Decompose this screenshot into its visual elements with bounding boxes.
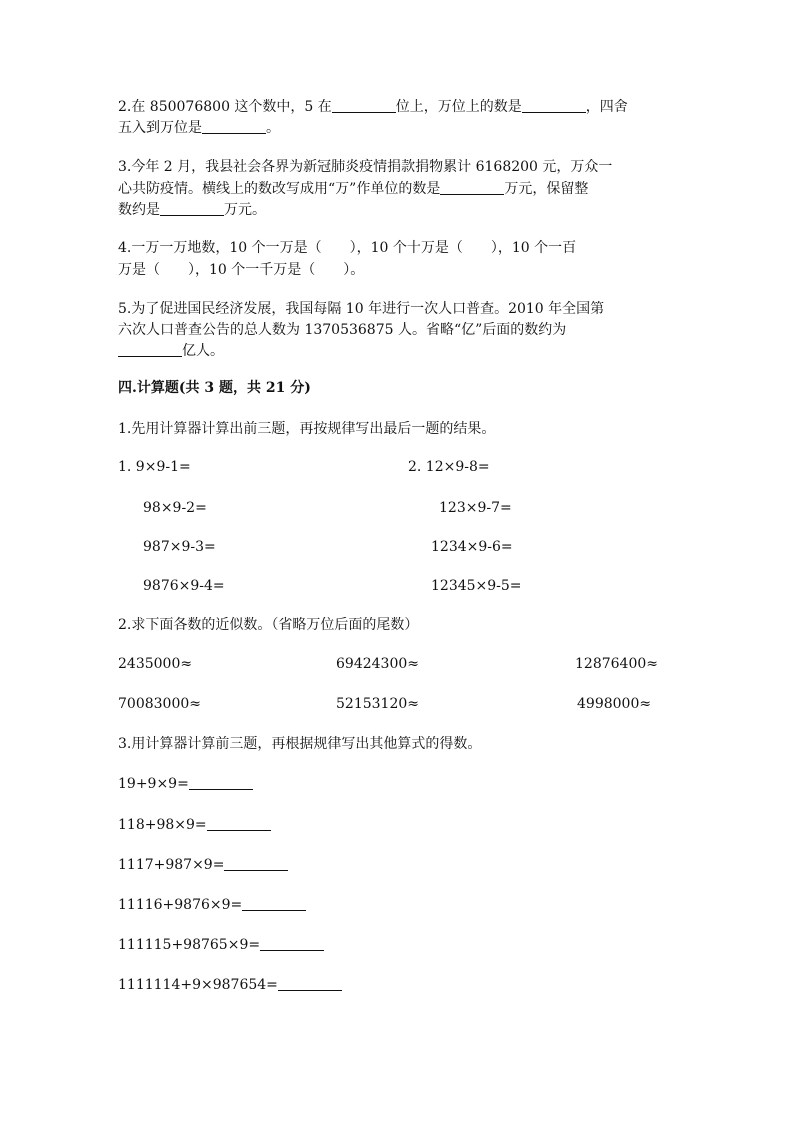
calc-item: 1234×9-6=	[431, 539, 513, 555]
q3-text-3: 万元，保留整	[504, 181, 589, 197]
q3-line-1	[118, 157, 612, 177]
answer-blank[interactable]	[202, 118, 266, 134]
pattern-expr: 11116+9876×9=	[118, 897, 243, 913]
pattern-expr: 111115+98765×9=	[118, 937, 261, 953]
answer-blank[interactable]	[118, 341, 182, 357]
pattern-expr: 118+98×9=	[118, 817, 207, 833]
q3-text-5: 万元。	[224, 202, 266, 218]
calc-q3-title: 3.用计算器计算前三题，再根据规律写出其他算式的得数。	[118, 736, 482, 752]
pattern-item	[118, 935, 324, 955]
pattern-item	[118, 975, 342, 995]
answer-blank[interactable]	[224, 855, 288, 871]
pattern-expr: 19+9×9=	[118, 776, 189, 792]
calc-item: 987×9-3=	[143, 539, 216, 555]
q5-line-3	[118, 341, 224, 361]
approx-item: 70083000≈	[118, 696, 201, 712]
q2-line-2	[118, 118, 280, 138]
section-heading: 四.计算题(共 3 题，共 21 分)	[118, 380, 311, 396]
answer-blank[interactable]	[440, 179, 504, 195]
pattern-item	[118, 895, 306, 915]
calc-item: 98×9-2=	[143, 500, 207, 516]
q5-text-1: 5.为了促进国民经济发展，我国每隔 10 年进行一次人口普查。2010 年全国第	[118, 301, 605, 317]
answer-blank[interactable]	[332, 97, 396, 113]
calc-item: 1. 9×9-1=	[118, 459, 191, 475]
q2-text-4: 五入到万位是	[118, 120, 202, 136]
q3-line-2	[118, 179, 588, 199]
q2-text-5: 。	[266, 120, 280, 136]
answer-blank[interactable]	[160, 200, 224, 216]
pattern-item	[118, 855, 288, 875]
q5-text-4: 亿人。	[182, 343, 224, 359]
answer-blank[interactable]	[189, 774, 253, 790]
approx-item: 2435000≈	[118, 656, 193, 672]
q5-text-2: 六次人口普查公告的总人数为 1370536875 人。省略“亿”后面的数约为	[118, 322, 567, 338]
calc-item: 9876×9-4=	[143, 578, 225, 594]
q2-text-2: 位上，万位上的数是	[395, 99, 522, 115]
calc-item: 2. 12×9-8=	[408, 459, 490, 475]
q4-text-2: 万是（ ），10 个一千万是（ ）。	[118, 262, 365, 278]
calc-q2-title: 2.求下面各数的近似数。（省略万位后面的尾数）	[118, 617, 419, 633]
q5-line-2	[118, 320, 566, 340]
answer-blank[interactable]	[242, 895, 306, 911]
q2-text-1: 2.在 850076800 这个数中，5 在	[118, 99, 332, 115]
q3-text-4: 数约是	[118, 202, 160, 218]
q3-text-1: 3.今年 2 月，我县社会各界为新冠肺炎疫情捐款捐物累计 6168200 元，万众一	[118, 159, 613, 175]
q2-line-1	[118, 97, 628, 117]
calc-item: 12345×9-5=	[431, 578, 522, 594]
q4-line-1	[118, 238, 576, 258]
calc-item: 123×9-7=	[439, 500, 512, 516]
pattern-item	[118, 774, 253, 794]
answer-blank[interactable]	[207, 815, 271, 831]
pattern-expr: 1117+987×9=	[118, 857, 225, 873]
q3-text-2: 心共防疫情。横线上的数改写成用“万”作单位的数是	[118, 181, 441, 197]
answer-blank[interactable]	[278, 975, 342, 991]
q3-line-3	[118, 200, 266, 220]
q2-text-3: ，四舍	[585, 99, 628, 115]
q4-line-2	[118, 260, 364, 280]
answer-blank[interactable]	[522, 97, 586, 113]
approx-item: 12876400≈	[575, 656, 658, 672]
answer-blank[interactable]	[260, 935, 324, 951]
pattern-item	[118, 815, 271, 835]
q5-line-1	[118, 299, 604, 319]
calc-q1-title: 1.先用计算器计算出前三题，再按规律写出最后一题的结果。	[118, 421, 496, 437]
approx-item: 69424300≈	[336, 656, 419, 672]
approx-item: 4998000≈	[577, 696, 652, 712]
approx-item: 52153120≈	[336, 696, 419, 712]
pattern-expr: 1111114+9×987654=	[118, 977, 278, 993]
q4-text-1: 4.一万一万地数，10 个一万是（ ），10 个十万是（ ），10 个一百	[118, 240, 577, 256]
